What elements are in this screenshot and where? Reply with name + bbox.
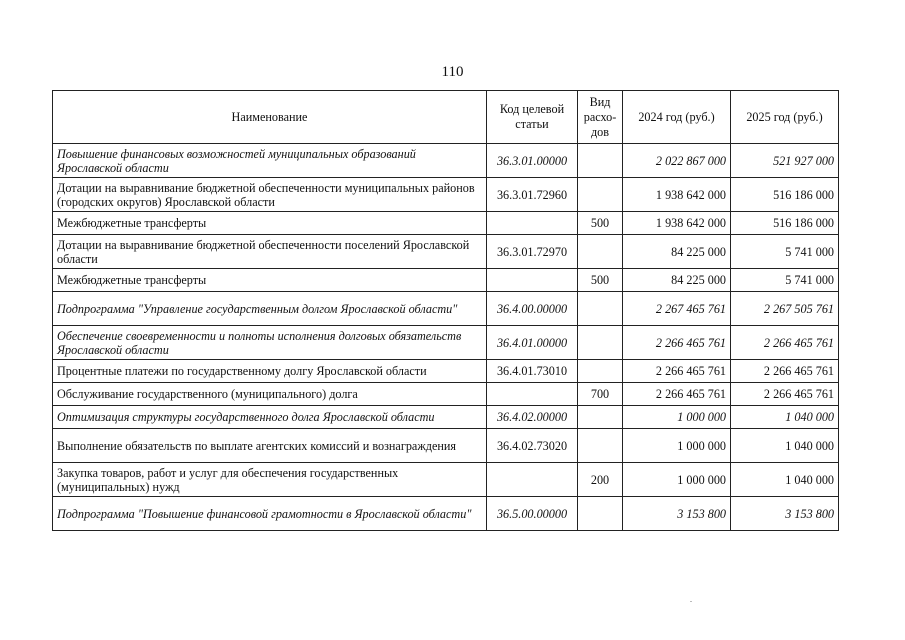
- cell-code: [487, 212, 578, 235]
- cell-2024: 3 153 800: [623, 497, 731, 531]
- table-header-row: [53, 91, 839, 144]
- cell-2024: 2 022 867 000: [623, 144, 731, 178]
- table-row: [53, 269, 839, 292]
- cell-name: Процентные платежи по государственному долгу Ярославской области: [53, 360, 487, 383]
- header-2025: 2025 год (руб.): [731, 91, 839, 144]
- cell-code: [487, 269, 578, 292]
- cell-2024: 2 267 465 761: [623, 292, 731, 326]
- cell-2025: 2 266 465 761: [731, 326, 839, 360]
- header-name: Наименование: [53, 91, 487, 144]
- cell-2025: 521 927 000: [731, 144, 839, 178]
- header-2024: 2024 год (руб.): [623, 91, 731, 144]
- cell-type: [578, 326, 623, 360]
- cell-code: 36.3.01.72960: [487, 178, 578, 212]
- cell-code: 36.4.02.00000: [487, 406, 578, 429]
- cell-code: 36.4.01.00000: [487, 326, 578, 360]
- cell-2025: 516 186 000: [731, 178, 839, 212]
- cell-code: [487, 463, 578, 497]
- table-row: [53, 406, 839, 429]
- cell-code: 36.4.01.73010: [487, 360, 578, 383]
- cell-type: 500: [578, 269, 623, 292]
- cell-type: 200: [578, 463, 623, 497]
- table-row: [53, 212, 839, 235]
- table-row: [53, 429, 839, 463]
- cell-name: Оптимизация структуры государственного долга Ярославской области: [53, 406, 487, 429]
- cell-code: 36.3.01.72970: [487, 235, 578, 269]
- cell-code: 36.5.00.00000: [487, 497, 578, 531]
- cell-name: Подпрограмма "Управление государственным долгом Ярославской области": [53, 292, 487, 326]
- cell-2025: 2 267 505 761: [731, 292, 839, 326]
- table-row: [53, 178, 839, 212]
- cell-2024: 84 225 000: [623, 269, 731, 292]
- cell-2024: 1 938 642 000: [623, 212, 731, 235]
- cell-name: Дотации на выравнивание бюджетной обеспеченности муниципальных районов (городских округов) Ярославской области: [53, 178, 487, 212]
- cell-2025: 516 186 000: [731, 212, 839, 235]
- cell-2025: 1 040 000: [731, 406, 839, 429]
- cell-code: 36.4.00.00000: [487, 292, 578, 326]
- cell-2024: 2 266 465 761: [623, 326, 731, 360]
- cell-type: [578, 406, 623, 429]
- table-row: [53, 326, 839, 360]
- table-row: [53, 360, 839, 383]
- cell-2025: 1 040 000: [731, 463, 839, 497]
- cell-type: [578, 292, 623, 326]
- cell-name: Выполнение обязательств по выплате агентских комиссий и вознаграждения: [53, 429, 487, 463]
- cell-code: 36.3.01.00000: [487, 144, 578, 178]
- table-row: [53, 235, 839, 269]
- cell-2025: 2 266 465 761: [731, 360, 839, 383]
- cell-type: [578, 360, 623, 383]
- cell-name: Обеспечение своевременности и полноты исполнения долговых обязательств Ярославской области: [53, 326, 487, 360]
- cell-2024: 1 000 000: [623, 429, 731, 463]
- cell-name: Закупка товаров, работ и услуг для обеспечения государственных (муниципальных) нужд: [53, 463, 487, 497]
- header-type: Вид расхо-дов: [578, 91, 623, 144]
- cell-type: [578, 429, 623, 463]
- cell-2025: 3 153 800: [731, 497, 839, 531]
- table-row: [53, 383, 839, 406]
- cell-2024: 1 000 000: [623, 463, 731, 497]
- cell-type: 700: [578, 383, 623, 406]
- cell-name: Межбюджетные трансферты: [53, 212, 487, 235]
- cell-type: [578, 144, 623, 178]
- cell-2024: 1 000 000: [623, 406, 731, 429]
- page-number: 110: [441, 64, 464, 80]
- cell-2024: 84 225 000: [623, 235, 731, 269]
- header-code: Код целевой статьи: [487, 91, 578, 144]
- cell-type: [578, 235, 623, 269]
- cell-name: Дотации на выравнивание бюджетной обеспеченности поселений Ярославской области: [53, 235, 487, 269]
- cell-type: [578, 497, 623, 531]
- cell-2025: 2 266 465 761: [731, 383, 839, 406]
- cell-name: Обслуживание государственного (муниципального) долга: [53, 383, 487, 406]
- table-body: [53, 144, 839, 531]
- cell-code: [487, 383, 578, 406]
- cell-2025: 1 040 000: [731, 429, 839, 463]
- table-row: [53, 463, 839, 497]
- cell-2024: 2 266 465 761: [623, 383, 731, 406]
- table-row: [53, 497, 839, 531]
- cell-code: 36.4.02.73020: [487, 429, 578, 463]
- cell-name: Межбюджетные трансферты: [53, 269, 487, 292]
- cell-2025: 5 741 000: [731, 235, 839, 269]
- cell-2025: 5 741 000: [731, 269, 839, 292]
- scan-speck: [690, 601, 692, 602]
- table-row: [53, 292, 839, 326]
- cell-type: [578, 178, 623, 212]
- cell-2024: 1 938 642 000: [623, 178, 731, 212]
- cell-2024: 2 266 465 761: [623, 360, 731, 383]
- cell-name: Подпрограмма "Повышение финансовой грамотности в Ярославской области": [53, 497, 487, 531]
- budget-table: [52, 90, 839, 531]
- table-row: [53, 144, 839, 178]
- cell-type: 500: [578, 212, 623, 235]
- cell-name: Повышение финансовых возможностей муниципальных образований Ярославской области: [53, 144, 487, 178]
